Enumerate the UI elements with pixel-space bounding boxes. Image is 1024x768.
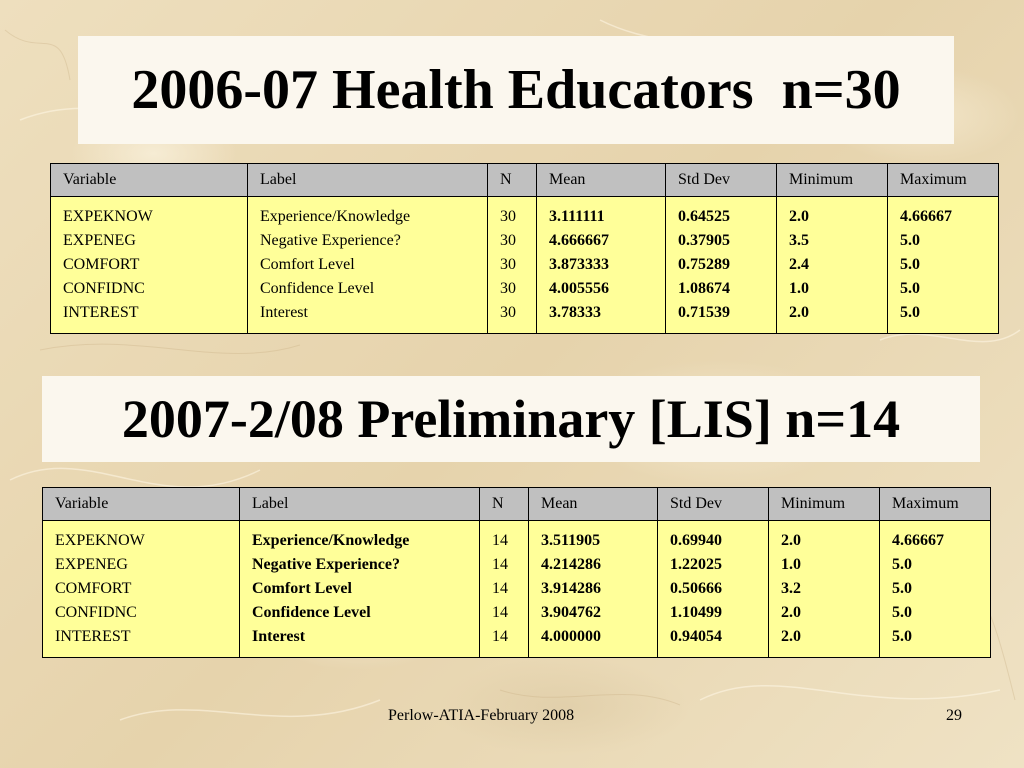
minimum-value: 2.0: [781, 628, 801, 645]
minimum-value: 2.0: [781, 604, 801, 621]
std-dev-value: 0.64525: [678, 208, 730, 225]
label-value: Negative Experience?: [252, 556, 400, 573]
slide-title-health-educators: 2006-07 Health Educators n=30: [78, 36, 954, 144]
mean-value: 3.511905: [541, 532, 601, 549]
variable-cell: [51, 197, 248, 334]
maximum-value: 5.0: [892, 628, 912, 645]
n-value: 30: [500, 304, 516, 321]
header-label: Label: [240, 488, 480, 521]
mean-value: 4.214286: [541, 556, 601, 573]
variable-value: EXPENEG: [63, 232, 136, 249]
header-maximum: Maximum: [888, 164, 999, 197]
header-mean: Mean: [537, 164, 666, 197]
table-row: [43, 521, 991, 658]
mean-value: 3.78333: [549, 304, 601, 321]
footer-text: Perlow-ATIA-February 2008: [388, 707, 575, 724]
header-label: Label: [248, 164, 488, 197]
maximum-value: 5.0: [900, 280, 920, 297]
n-value: 14: [492, 628, 508, 645]
n-value: 14: [492, 580, 508, 597]
label-value: Interest: [260, 304, 308, 321]
mean-value: 3.111111: [549, 208, 605, 225]
header-maximum: Maximum: [880, 488, 991, 521]
mean-value: 4.005556: [549, 280, 609, 297]
header-std-dev: Std Dev: [666, 164, 777, 197]
n-value: 30: [500, 208, 516, 225]
maximum-cell: [888, 197, 999, 334]
std-dev-value: 0.69940: [670, 532, 722, 549]
minimum-value: 3.2: [781, 580, 801, 597]
std-dev-value: 0.50666: [670, 580, 722, 597]
n-value: 30: [500, 256, 516, 273]
minimum-value: 2.0: [789, 304, 809, 321]
std-dev-cell: [658, 521, 769, 658]
maximum-value: 5.0: [900, 232, 920, 249]
std-dev-value: 1.22025: [670, 556, 722, 573]
variable-value: COMFORT: [63, 256, 140, 273]
label-value: Experience/Knowledge: [260, 208, 411, 225]
label-cell: [248, 197, 488, 334]
variable-cell: [43, 521, 240, 658]
label-value: Confidence Level: [252, 604, 371, 621]
variable-value: EXPEKNOW: [63, 208, 153, 225]
header-n: N: [480, 488, 529, 521]
maximum-value: 4.66667: [900, 208, 952, 225]
variable-value: INTEREST: [55, 628, 131, 645]
header-variable: Variable: [43, 488, 240, 521]
std-dev-value: 0.71539: [678, 304, 730, 321]
n-value: 14: [492, 556, 508, 573]
variable-value: CONFIDNC: [55, 604, 137, 621]
label-value: Confidence Level: [260, 280, 375, 297]
std-dev-value: 0.94054: [670, 628, 722, 645]
minimum-cell: [777, 197, 888, 334]
maximum-value: 5.0: [900, 256, 920, 273]
label-value: Comfort Level: [252, 580, 352, 597]
label-value: Experience/Knowledge: [252, 532, 410, 549]
std-dev-value: 1.10499: [670, 604, 722, 621]
variable-value: CONFIDNC: [63, 280, 145, 297]
n-value: 30: [500, 232, 516, 249]
variable-value: INTEREST: [63, 304, 139, 321]
label-value: Comfort Level: [260, 256, 355, 273]
mean-value: 3.873333: [549, 256, 609, 273]
mean-value: 3.904762: [541, 604, 601, 621]
slide-title-preliminary-lis: 2007-2/08 Preliminary [LIS] n=14: [42, 376, 980, 462]
maximum-value: 5.0: [892, 604, 912, 621]
mean-cell: [537, 197, 666, 334]
minimum-cell: [769, 521, 880, 658]
n-cell: [480, 521, 529, 658]
variable-value: EXPEKNOW: [55, 532, 145, 549]
n-value: 14: [492, 604, 508, 621]
maximum-value: 5.0: [892, 580, 912, 597]
minimum-value: 3.5: [789, 232, 809, 249]
label-value: Interest: [252, 628, 306, 645]
std-dev-value: 0.37905: [678, 232, 730, 249]
label-cell: [240, 521, 480, 658]
n-value: 14: [492, 532, 508, 549]
table-row: [51, 197, 999, 334]
std-dev-value: 0.75289: [678, 256, 730, 273]
n-cell: [488, 197, 537, 334]
maximum-value: 5.0: [900, 304, 920, 321]
label-value: Negative Experience?: [260, 232, 401, 249]
table-header-row: [51, 164, 999, 197]
header-variable: Variable: [51, 164, 248, 197]
minimum-value: 1.0: [781, 556, 801, 573]
page-number: 29: [946, 707, 962, 724]
maximum-cell: [880, 521, 991, 658]
n-value: 30: [500, 280, 516, 297]
header-std-dev: Std Dev: [658, 488, 769, 521]
minimum-value: 2.4: [789, 256, 809, 273]
variable-value: COMFORT: [55, 580, 132, 597]
header-n: N: [488, 164, 537, 197]
mean-value: 4.000000: [541, 628, 601, 645]
maximum-value: 5.0: [892, 556, 912, 573]
minimum-value: 2.0: [789, 208, 809, 225]
variable-value: EXPENEG: [55, 556, 128, 573]
header-minimum: Minimum: [777, 164, 888, 197]
stats-table-preliminary-lis: [42, 487, 991, 658]
mean-value: 4.666667: [549, 232, 609, 249]
maximum-value: 4.66667: [892, 532, 944, 549]
table-header-row: [43, 488, 991, 521]
mean-cell: [529, 521, 658, 658]
minimum-value: 1.0: [789, 280, 809, 297]
mean-value: 3.914286: [541, 580, 601, 597]
stats-table-health-educators: [50, 163, 999, 334]
header-mean: Mean: [529, 488, 658, 521]
std-dev-cell: [666, 197, 777, 334]
minimum-value: 2.0: [781, 532, 801, 549]
header-minimum: Minimum: [769, 488, 880, 521]
std-dev-value: 1.08674: [678, 280, 730, 297]
